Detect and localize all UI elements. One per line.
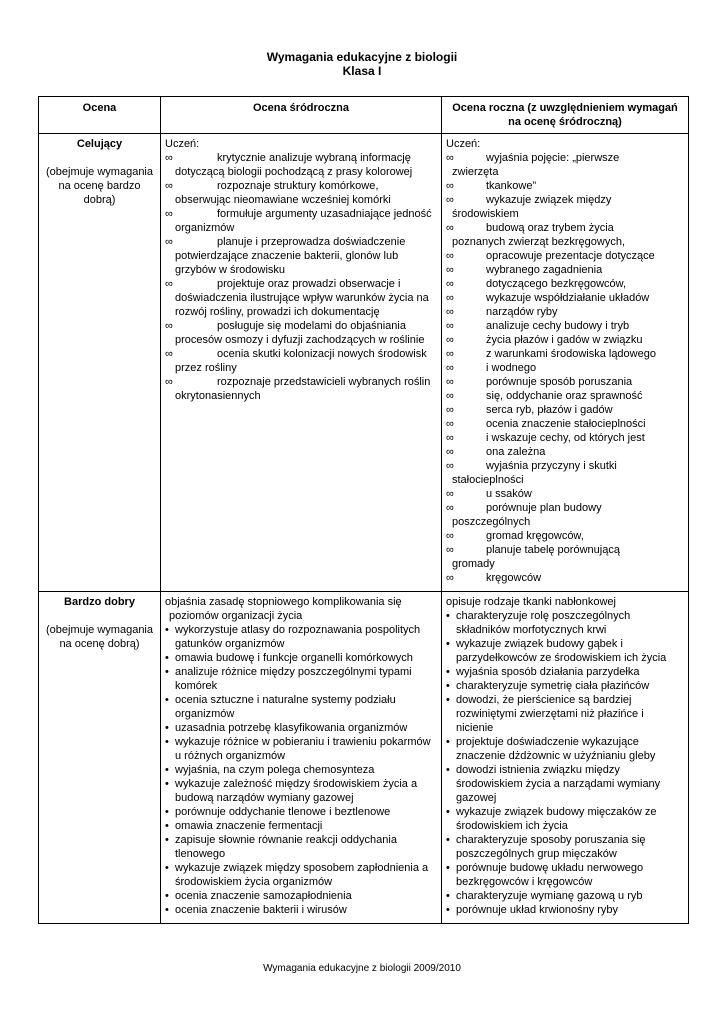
list-item [446,473,684,487]
list-item-text: krytycznie analizuje wybraną informację dotyczącą biologii pochodzącą z prasy kolorowej [175,152,413,178]
infinity-bullet-icon: ∞ [165,236,173,248]
list-item-text: z warunkami środowiska lądowego [486,348,656,360]
list-item-text: wykazuje różnice w pobieraniu i trawieniu pokarmów u różnych organizmów [175,736,431,762]
list-item [165,889,437,903]
list-item-text: ona zależna [486,446,546,458]
document-title: Wymagania edukacyjne z biologii [266,50,458,64]
list-item [165,903,437,917]
infinity-bullet-icon: ∞ [446,306,454,318]
list-item [165,735,437,763]
list-item-text: porównuje sposób poruszania [486,376,633,388]
requirements-table [38,96,689,924]
list-item [165,319,437,347]
dot-bullet-icon: • [165,736,169,748]
table-row-bardzo-dobry [39,592,689,924]
list-item [165,805,437,819]
list-item [165,861,437,889]
list-item-text: ocenia znaczenie bakterii i wirusów [175,904,347,916]
list-item [446,501,684,515]
dot-bullet-icon: • [446,680,450,692]
list-item [165,833,437,861]
list-item-text: wykazuje związek budowy gąbek i parzydełkowców ze środowiskiem ich życia [456,638,667,664]
list-item [165,151,437,179]
list-item-text: rozpoznaje struktury komórkowe, obserwując nieomawiane wcześniej komórki [175,180,391,206]
list-item [165,763,437,777]
list-item-text: ocenia sztuczne i naturalne systemy podziału organizmów [175,694,396,720]
dot-bullet-icon: • [446,736,450,748]
infinity-bullet-icon: ∞ [165,208,173,220]
dot-bullet-icon: • [165,904,169,916]
list-item [446,403,684,417]
infinity-bullet-icon: ∞ [446,530,454,542]
list-item-text: życia płazów i gadów w związku [486,334,643,346]
list-item-text: formułuje argumenty uzasadniające jedność organizmów [175,208,432,234]
list-item-text: wyjaśnia przyczyny i skutki [486,460,617,472]
list-item-text: posługuje się modelami do objaśniania procesów osmozy i dyfuzji zachodzących w roślinie [175,320,425,346]
grade-name: Celujący [76,138,123,150]
midterm-list-bardzo-dobry [165,595,437,917]
cell-intro: Uczeń: [165,138,200,150]
infinity-bullet-icon: ∞ [446,292,454,304]
list-item [446,889,684,903]
list-item [446,417,684,431]
infinity-bullet-icon: ∞ [165,152,173,164]
list-item-text: porównuje plan budowy [486,502,602,514]
list-item-text: serca ryb, płazów i gadów [486,404,613,416]
dot-bullet-icon: • [165,764,169,776]
infinity-bullet-icon: ∞ [446,572,454,584]
list-item [446,221,684,235]
list-item-text: projektuje doświadczenie wykazujące znaczenie dżdżownic w użyźnianiu gleby [456,736,656,762]
annual-cell-bardzo-dobry [442,592,689,924]
list-item-text: porównuje układ krwionośny ryby [456,904,619,916]
list-item [446,763,684,805]
list-item-text: budową oraz trybem życia [486,222,614,234]
list-item [165,375,437,403]
list-item [165,819,437,833]
infinity-bullet-icon: ∞ [446,334,454,346]
list-item-text: dowodzi istnienia związku między środowiskiem życia a narządami wymiany gazowej [456,764,661,804]
dot-bullet-icon: • [165,722,169,734]
cell-intro: Uczeń: [446,138,481,150]
list-item-text: zapisuje słownie równanie reakcji oddychania tlenowego [175,834,397,860]
list-item [446,389,684,403]
list-item [165,179,437,207]
dot-bullet-icon: • [165,862,169,874]
list-item-text: gromad kręgowców, [486,530,584,542]
infinity-bullet-icon: ∞ [165,320,173,332]
list-item-text: gromady [452,558,495,570]
list-item [446,459,684,473]
dot-bullet-icon: • [165,778,169,790]
list-item [446,861,684,889]
list-item [165,207,437,235]
list-item [446,693,684,735]
list-item [446,305,684,319]
list-item-text: opisuje rodzaje tkanki nabłonkowej [446,596,616,608]
infinity-bullet-icon: ∞ [446,404,454,416]
infinity-bullet-icon: ∞ [446,502,454,514]
list-item-text: poszczególnych [452,516,531,528]
list-item [165,235,437,277]
list-item [446,193,684,207]
list-item-text: charakteryzuje sposoby poruszania się poszczególnych grup mięczaków [456,834,646,860]
dot-bullet-icon: • [446,904,450,916]
table-header-row [39,97,689,134]
column-header-ocena-roczna: Ocena roczna (z uwzględnieniem wymagań na ocenę śródroczną) [442,97,689,134]
list-item-text: omawia budowę i funkcje organelli komórkowych [175,652,413,664]
list-item [446,735,684,763]
list-item-text: ocenia skutki kolonizacji nowych środowisk przez rośliny [175,348,427,374]
list-item-text: projektuje oraz prowadzi obserwacje i doświadczenia ilustrujące wpływ warunków życia na rozwój rośliny, prowadzi ich dokumentację [175,278,429,318]
list-item [446,595,684,609]
list-item-text: poznanych zwierząt bezkręgowych, [452,236,626,248]
list-item [446,207,684,221]
dot-bullet-icon: • [165,890,169,902]
list-item-text: wykazuje związek między sposobem zapłodnienia a środowiskiem życia organizmów [175,862,429,888]
list-item-text: porównuje budowę układu nerwowego bezkręgowców i kręgowców [456,862,644,888]
list-item-text: wyjaśnia, na czym polega chemosynteza [175,764,375,776]
list-item [165,623,437,651]
dot-bullet-icon: • [165,694,169,706]
list-item-text: opracowuje prezentacje dotyczące [486,250,655,262]
list-item-text: narządów ryby [486,306,558,318]
dot-bullet-icon: • [165,666,169,678]
list-item [446,833,684,861]
list-item [446,165,684,179]
grade-note: (obejmuje wymagania na ocenę dobrą) [46,624,153,650]
list-item [446,679,684,693]
column-header-ocena-srodroczna: Ocena śródroczna [161,97,442,134]
list-item [446,609,684,637]
list-item-text: porównuje oddychanie tlenowe i beztlenowe [175,806,391,818]
list-item-text: wyjaśnia sposób działania parzydełka [456,666,640,678]
list-item-text: analizuje cechy budowy i tryb [486,320,630,332]
midterm-list-celujacy [165,151,437,403]
list-item-text: planuje tabelę porównującą [486,544,620,556]
grade-cell-celujacy [39,134,161,592]
list-item [446,179,684,193]
list-item-text: dotyczącego bezkręgowców, [486,278,627,290]
infinity-bullet-icon: ∞ [446,264,454,276]
infinity-bullet-icon: ∞ [446,250,454,262]
dot-bullet-icon: • [165,820,169,832]
list-item [446,805,684,833]
list-item [446,361,684,375]
infinity-bullet-icon: ∞ [165,180,173,192]
list-item [446,347,684,361]
infinity-bullet-icon: ∞ [446,488,454,500]
list-item-text: ocenia znaczenie samozapłodnienia [175,890,352,902]
list-item [446,665,684,679]
infinity-bullet-icon: ∞ [446,446,454,458]
infinity-bullet-icon: ∞ [446,432,454,444]
annual-list-bardzo-dobry [446,595,684,917]
document-subtitle: Klasa I [342,64,382,78]
list-item-text: ocenia znaczenie stałocieplności [486,418,646,430]
list-item [446,333,684,347]
infinity-bullet-icon: ∞ [446,278,454,290]
list-item-text: wybranego zagadnienia [486,264,603,276]
list-item [446,571,684,585]
dot-bullet-icon: • [446,764,450,776]
list-item-text: analizuje różnice między poszczególnymi typami komórek [175,666,412,692]
list-item-text: wykazuje zależność między środowiskiem życia a budową narządów wymiany gazowej [175,778,418,804]
dot-bullet-icon: • [446,694,450,706]
list-item-text: wykazuje współdziałanie układów [486,292,650,304]
column-header-ocena: Ocena [39,97,161,134]
dot-bullet-icon: • [446,834,450,846]
infinity-bullet-icon: ∞ [446,180,454,192]
annual-list-celujacy [446,151,684,585]
list-item [446,515,684,529]
infinity-bullet-icon: ∞ [446,348,454,360]
list-item [165,651,437,665]
dot-bullet-icon: • [446,806,450,818]
dot-bullet-icon: • [165,624,169,636]
list-item-text: środowiskiem [452,208,519,220]
list-item [446,235,684,249]
list-item-text: u ssaków [486,488,532,500]
list-item [165,693,437,721]
grade-cell-bardzo-dobry [39,592,161,924]
list-item [165,721,437,735]
grade-name: Bardzo dobry [64,596,135,608]
midterm-cell-bardzo-dobry [161,592,442,924]
dot-bullet-icon: • [446,638,450,650]
list-item-text: uzasadnia potrzebę klasyfikowania organizmów [175,722,408,734]
list-item-text: dowodzi, że pierścienice są bardziej rozwiniętymi zwierzętami niż płazińce i nicienie [456,694,644,734]
infinity-bullet-icon: ∞ [446,460,454,472]
list-item [446,557,684,571]
list-item [446,445,684,459]
infinity-bullet-icon: ∞ [165,376,173,388]
list-item [446,277,684,291]
dot-bullet-icon: • [446,666,450,678]
infinity-bullet-icon: ∞ [446,376,454,388]
infinity-bullet-icon: ∞ [446,362,454,374]
infinity-bullet-icon: ∞ [446,152,454,164]
dot-bullet-icon: • [446,890,450,902]
dot-bullet-icon: • [165,834,169,846]
list-item-text: wykazuje związek budowy mięczaków ze środowiskiem ich życia [456,806,657,832]
infinity-bullet-icon: ∞ [165,348,173,360]
list-item-text: charakteryzuje rolę poszczególnych składników morfotycznych krwi [456,610,631,636]
dot-bullet-icon: • [165,652,169,664]
document-header [0,0,724,78]
infinity-bullet-icon: ∞ [446,222,454,234]
list-item-text: stałocieplności [452,474,524,486]
list-item [446,319,684,333]
infinity-bullet-icon: ∞ [446,544,454,556]
list-item [446,529,684,543]
list-item [446,543,684,557]
list-item-text: tkankowe” [486,180,537,192]
table-row-celujacy [39,134,689,592]
infinity-bullet-icon: ∞ [446,194,454,206]
list-item-text: i wskazuje cechy, od których jest [486,432,645,444]
list-item [446,263,684,277]
infinity-bullet-icon: ∞ [446,390,454,402]
list-item [165,277,437,319]
list-item-text: się, oddychanie oraz sprawność [486,390,643,402]
list-item [446,249,684,263]
dot-bullet-icon: • [446,862,450,874]
list-item [446,637,684,665]
list-item-text: zwierzęta [452,166,499,178]
list-item [446,487,684,501]
annual-cell-celujacy [442,134,689,592]
list-item-text: i wodnego [486,362,537,374]
list-item-text: kręgowców [486,572,542,584]
list-item [165,665,437,693]
dot-bullet-icon: • [446,610,450,622]
list-item-text: omawia znaczenie fermentacji [175,820,323,832]
page-footer: Wymagania edukacyjne z biologii 2009/2010 [263,963,461,974]
grade-note: (obejmuje wymagania na ocenę bardzo dobrą) [46,166,153,206]
list-item-text: planuje i przeprowadza doświadczenie potwierdzające znaczenie bakterii, glonów lub grzybów w środowisku [175,236,406,276]
list-item [165,347,437,375]
list-item-text: wyjaśnia pojęcie: „pierwsze [486,152,620,164]
list-item-text: charakteryzuje wymianę gazową u ryb [456,890,643,902]
list-item [446,903,684,917]
list-item-text: wykazuje związek między [486,194,612,206]
list-item-text: wykorzystuje atlasy do rozpoznawania pospolitych gatunków organizmów [175,624,421,650]
list-item [165,595,437,623]
list-item [165,777,437,805]
list-item [446,151,684,165]
midterm-cell-celujacy [161,134,442,592]
list-item [446,375,684,389]
infinity-bullet-icon: ∞ [446,418,454,430]
list-item-text: charakteryzuje symetrię ciała płazińców [456,680,650,692]
infinity-bullet-icon: ∞ [446,320,454,332]
dot-bullet-icon: • [165,806,169,818]
list-item [446,291,684,305]
list-item-text: rozpoznaje przedstawicieli wybranych roślin okrytonasiennych [175,376,431,402]
list-item-text: objaśnia zasadę stopniowego komplikowania się poziomów organizacji życia [165,596,402,622]
list-item [446,431,684,445]
infinity-bullet-icon: ∞ [165,278,173,290]
